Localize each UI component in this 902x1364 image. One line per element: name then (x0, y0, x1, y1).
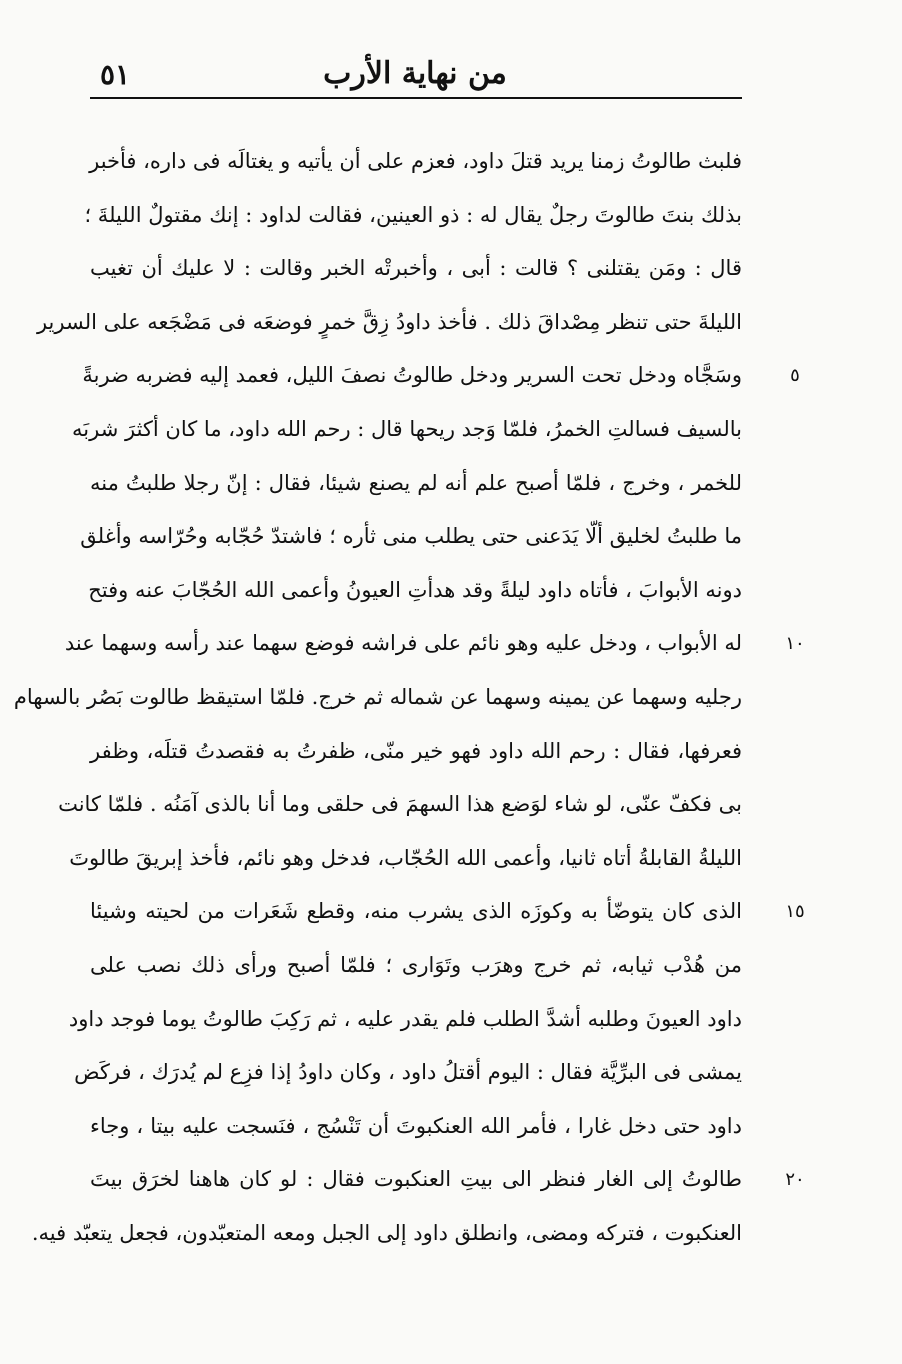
text-line: فعرفها، فقال : رحم الله داود فهو خير منّى، ظفرتُ به فقصدتُ قتلَه، وظفر (90, 738, 742, 763)
page-header (88, 52, 742, 98)
header-rule (90, 97, 742, 99)
text-line: الليلةُ القابلةُ أتاه ثانيا، وأعمى الله الحُجّاب، فدخل وهو نائم، فأخذ إبريقَ طالوتَ (69, 845, 742, 870)
text-line: فلبث طالوتُ زمنا يريد قتلَ داود، فعزم على أن يأتيه و يغتالَه فى داره، فأخبر (89, 149, 742, 173)
line-number: ١٥ (785, 901, 805, 922)
text-line: الليلةَ حتى تنظر مِصْداقَ ذلك . فأخذ داودُ زِقَّ خمرٍ فوضعَه فى مَضْجَعه على السرير (36, 309, 742, 334)
text-line: قال : ومَن يقتلنى ؟ قالت : أبى ، وأخبرتْه الخبر وقالت : لا عليك أن تغيب (90, 256, 742, 281)
text-line: رجليه وسهما عن يمينه وسهما عن شماله ثم خرج. فلمّا استيقظ طالوت بَصُر بالسهام (13, 684, 742, 709)
text-line: بالسيف فسالتِ الخمرُ، فلمّا وَجد ريحها قال : رحم الله داود، ما كان أكثرَ شربَه (72, 416, 742, 441)
page-number: ٥١ (100, 58, 131, 91)
text-line: من هُدْب ثيابه، ثم خرج وهرَب وتَوَارى ؛ فلمّا أصبح ورأى ذلك نصب على (90, 952, 742, 977)
text-line: له الأبواب ، ودخل عليه وهو نائم على فراشه فوضع سهما عند رأسه وسهما عند (64, 631, 742, 656)
running-title: من نهاية الأرب (323, 56, 507, 91)
text-line: ما طلبتُ لخليق ألّا يَدَعنى حتى يطلب منى ثأره ؛ فاشتدّ حُجّابه وحُرّاسه وأغلق (80, 524, 742, 549)
text-line: داود حتى دخل غارا ، فأمر الله العنكبوتَ أن تَنْسُج ، فنَسجت عليه بيتا ، وجاء (90, 1113, 742, 1138)
text-line: يمشى فى البرِّيَّة فقال : اليوم أقتلُ داود ، وكان داودُ إذا فزِع لم يُدرَك ، فركَض (74, 1060, 742, 1085)
body-text (13, 135, 742, 1260)
text-line: للخمر ، وخرج ، فلمّا أصبح علم أنه لم يصنع شيئا، فقال : إنّ رجلا طلبتُ منه (90, 470, 742, 495)
text-line: وسَجَّاه ودخل تحت السرير ودخل طالوتُ نصفَ الليل، فعمد إليه فضربه ضربةً (82, 363, 742, 388)
text-line: دونه الأبوابَ ، فأتاه داود ليلةً وقد هدأتِ العيونُ وأعمى الله الحُجّابَ عنه وفتح (88, 577, 742, 602)
text-line: العنكبوت ، فتركه ومضى، وانطلق داود إلى الجبل ومعه المتعبّدون، فجعل يتعبّد فيه. (31, 1220, 742, 1245)
line-number: ٢٠ (785, 1169, 805, 1190)
text-line: داود العيونَ وطلبه أشدَّ الطلب فلم يقدر عليه ، ثم رَكِبَ طالوتُ يوما فوجد داود (68, 1006, 742, 1031)
text-line: بذلك بنتَ طالوتَ رجلٌ يقال له : ذو العينين، فقالت لداود : إنك مقتولٌ الليلةَ ؛ (84, 202, 742, 227)
text-line: طالوتُ إلى الغار فنظر الى بيتِ العنكبوت فقال : لو كان هاهنا لخرَق بيتَ (90, 1167, 742, 1192)
text-line: بى فكفّ عنّى، لو شاء لوَضع هذا السهمَ فى حلقى وما أنا بالذى آمَنُه . فلمّا كانت (58, 792, 742, 817)
line-number: ٥ (790, 365, 800, 386)
text-line: الذى كان يتوضّأ به وكوزَه الذى يشرب منه، وقطع شَعَرات من لحيته وشيئا (90, 899, 742, 924)
line-number: ١٠ (785, 633, 805, 654)
